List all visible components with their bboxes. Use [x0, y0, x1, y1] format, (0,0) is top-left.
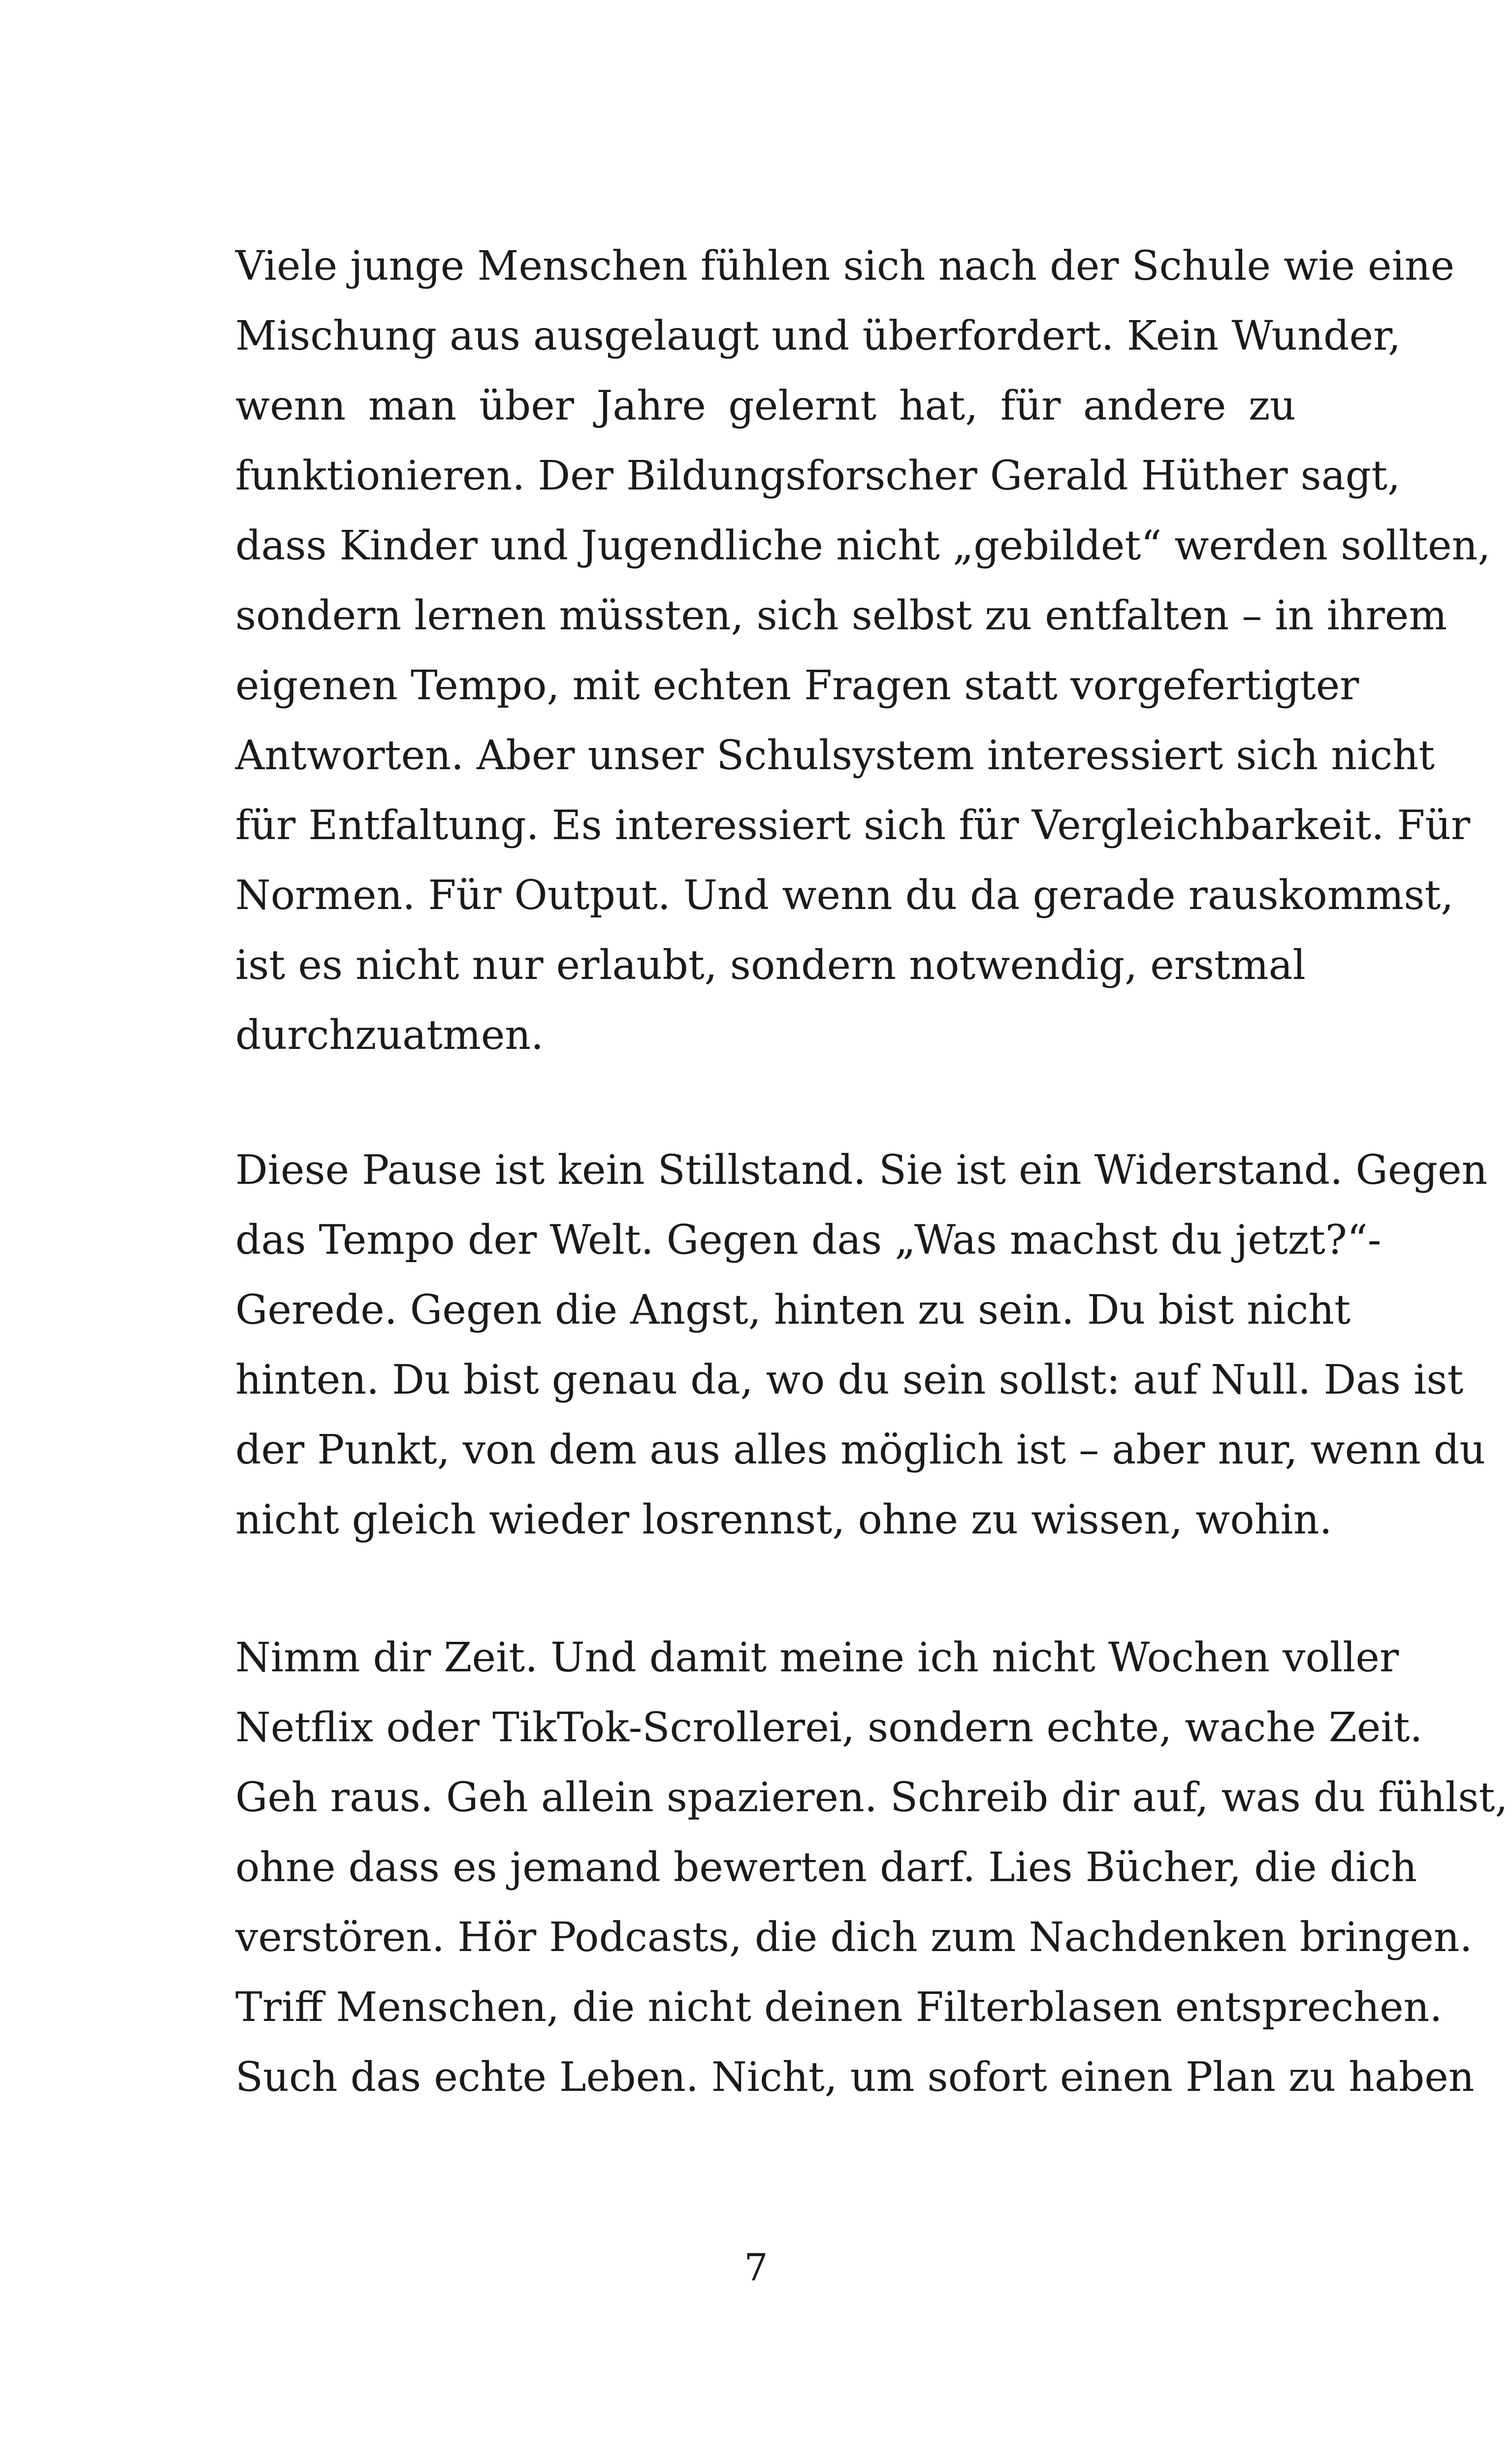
text-line: Mischung aus ausgelaugt und überfordert. Kein Wunder,: [235, 313, 1401, 359]
text-line: nicht gleich wieder losrennst, ohne zu wissen, wohin.: [235, 1497, 1332, 1543]
text-line: ist es nicht nur erlaubt, sondern notwendig, erstmal: [235, 942, 1306, 989]
paragraph-1: [235, 231, 1491, 1071]
text-line: Nimm dir Zeit. Und damit meine ich nicht Wochen voller: [235, 1634, 1399, 1681]
paragraph-3: [235, 1623, 1508, 2113]
text-line: dass Kinder und Jugendliche nicht „gebildet“ werden sollten,: [235, 522, 1491, 569]
text-line: Triff Menschen, die nicht deinen Filterblasen entsprechen.: [235, 1984, 1443, 2031]
text-line: sondern lernen müssten, sich selbst zu entfalten – in ihrem: [235, 592, 1448, 639]
text-line: hinten. Du bist genau da, wo du sein sollst: auf Null. Das ist: [235, 1357, 1464, 1403]
text-line: wenn man über Jahre gelernt hat, für andere zu: [235, 383, 1296, 429]
paragraph-2: [235, 1136, 1488, 1555]
text-line: Netflix oder TikTok-Scrollerei, sondern echte, wache Zeit.: [235, 1704, 1423, 1751]
text-line: für Entfaltung. Es interessiert sich für Vergleichbarkeit. Für: [235, 802, 1471, 849]
text-line: Antworten. Aber unser Schulsystem interessiert sich nicht: [235, 732, 1435, 779]
text-line: ohne dass es jemand bewerten darf. Lies Bücher, die dich: [235, 1844, 1417, 1891]
text-line: Such das echte Leben. Nicht, um sofort einen Plan zu haben: [235, 2054, 1475, 2101]
text-line: funktionieren. Der Bildungsforscher Gerald Hüther sagt,: [235, 453, 1401, 499]
text-line: das Tempo der Welt. Gegen das „Was machst du jetzt?“-: [235, 1217, 1382, 1264]
text-line: Geh raus. Geh allein spazieren. Schreib dir auf, was du fühlst,: [235, 1774, 1508, 1821]
text-line: durchzuatmen.: [235, 1012, 544, 1059]
text-line: Gerede. Gegen die Angst, hinten zu sein. Du bist nicht: [235, 1287, 1351, 1334]
text-line: Normen. Für Output. Und wenn du da gerade rauskommst,: [235, 872, 1454, 919]
page-number: 7: [744, 2246, 768, 2289]
text-line: der Punkt, von dem aus alles möglich ist – aber nur, wenn du: [235, 1427, 1486, 1473]
text-line: Diese Pause ist kein Stillstand. Sie ist ein Widerstand. Gegen: [235, 1147, 1488, 1194]
text-line: eigenen Tempo, mit echten Fragen statt vorgefertigter: [235, 662, 1359, 709]
text-line: Viele junge Menschen fühlen sich nach der Schule wie eine: [235, 243, 1455, 290]
text-line: verstören. Hör Podcasts, die dich zum Nachdenken bringen.: [235, 1914, 1473, 1961]
